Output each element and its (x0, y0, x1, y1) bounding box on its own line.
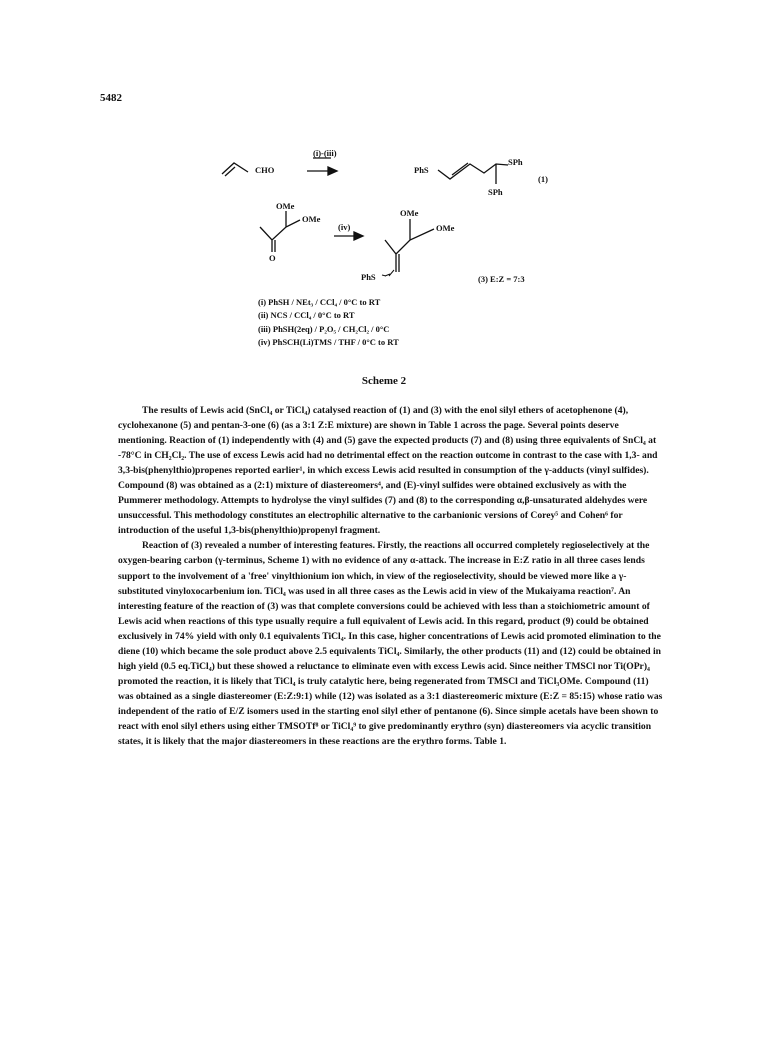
condition-iii: (iii) PhSH(2eq) / P₂O₅ / CH₂Cl₂ / 0°C (258, 323, 390, 334)
product-1-chain (438, 164, 508, 179)
acrolein-bonds (222, 163, 248, 174)
compound-3-label: (3) E:Z = 7:3 (478, 274, 525, 284)
acrolein-double-bond (225, 167, 235, 176)
condition-ii: (ii) NCS / CCl₄ / 0°C to RT (258, 310, 355, 321)
product-3-phs: PhS (361, 272, 376, 282)
product-3-wavy-bond (382, 270, 394, 276)
product-3-ome-right: OMe (436, 223, 455, 233)
page-number: 5482 (100, 92, 122, 104)
reactant-2-ome-right: OMe (302, 214, 321, 224)
reaction-conditions (258, 296, 399, 349)
scheme-title: Scheme 2 (361, 375, 407, 387)
cho-group: CHO (255, 165, 275, 175)
product-1-sph-bottom: SPh (488, 187, 503, 197)
arrow-1-label: (i)-(iii) (313, 148, 337, 158)
body-text (118, 403, 666, 749)
product-3-bonds (385, 219, 434, 272)
product-1-double-bond (452, 163, 468, 175)
paragraph-2: Reaction of (3) revealed a number of interesting features. Firstly, the reactions all occurred completely regioselectively at the oxygen-bearing carbon (γ-terminus, Scheme 1) with no evidence of any α-attack. The increase in E:Z ratio in all three cases lends support to the involvement of a 'free' vinylthionium ion which, in view of the regioselectivity, should be viewed more like a γ-substituted vinyloxocarbenium ion. TiCl₄ was used in all three cases as the Lewis acid in view of the Mukaiyama reaction⁷. An interesting feature of the reaction of (3) was that complete conversions could be achieved with less than a stoichiometric amount of Lewis acid when reactions of this type usually require a full equivalent of Lewis acid. In this regard, product (9) could be obtained exclusively in 74% yield with only 0.1 equivalents TiCl₄. In this case, higher concentrations of Lewis acid promoted elimination to the diene (10) which became the sole product above 2.5 equivalents TiCl₄. Similarly, the other products (11) and (12) could be obtained in high yield (0.5 eq.TiCl₄) but these showed a reluctance to eliminate even with excess Lewis acid. Since neither TMSCl nor Ti(OPr)₄ promoted the reaction, it is likely that TiCl₄ is truly catalytic here, being regenerated from TMSCl and TiCl₃OMe. Compound (11) was obtained as a single diastereomer (E:Z:9:1) while (12) was isolated as a 3:1 diastereomeric mixture (E:Z = 85:15) whose ratio was independent of the ratio of E/Z isomers used in the starting enol silyl ether of pentanone (6). Since simple acetals have been shown to react with enol silyl ethers using either TMSOTf⁸ or TiCl₄⁹ to give predominantly erythro (syn) diastereomers via acyclic transition states, it is likely that the major diastereomers in these reactions are the erythro forms. Table 1. (118, 540, 663, 748)
paragraph-1: The results of Lewis acid (SnCl₄ or TiCl₄) catalysed reaction of (1) and (3) with the enol silyl ethers of acetophenone (4), cyclohexanone (5) and pentan-3-one (6) (as a 3:1 Z:E mixture) are shown in Table 1 across the page. Several points deserve mentioning. Reaction of (1) independently with (4) and (5) gave the expected products (7) and (8) using three equivalents of SnCl₄ at -78°C in CH₂Cl₂. The use of excess Lewis acid had no detrimental effect on the reaction outcome in contrast to the case with 1,3- and 3,3-bis(phenylthio)propenes reported earlier¹, in which excess Lewis acid resulted in consumption of the γ-adducts (vinyl sulfides). Compound (8) was obtained as a (2:1) mixture of diastereomers⁴, and (E)-vinyl sulfides were obtained exclusively as with the Pummerer methodology. Attempts to hydrolyse the vinyl sulfides (7) and (8) to the corresponding α,β-unsaturated aldehydes were unsuccessful. This methodology constitutes an electrophilic alternative to the carbanionic versions of Corey⁵ and Cohen⁶ for introduction of the useful 1,3-bis(phenylthio)propenyl fragment. (118, 405, 658, 537)
reactant-2-bonds (260, 211, 300, 252)
product-3-ome-top: OMe (400, 208, 419, 218)
reactant-2-ome-top: OMe (276, 201, 295, 211)
arrow-1-head (328, 167, 337, 175)
condition-i: (i) PhSH / NEt₃ / CCl₄ / 0°C to RT (258, 297, 381, 307)
compound-1-label: (1) (538, 174, 548, 184)
arrow-2-label: (iv) (338, 222, 351, 232)
reactant-2-carbonyl-o: O (269, 253, 276, 263)
condition-iv: (iv) PhSCH(Li)TMS / THF / 0°C to RT (258, 336, 399, 347)
arrow-2-head (354, 232, 363, 240)
product-1-phs: PhS (414, 165, 429, 175)
product-1-sph-right: SPh (508, 157, 523, 167)
